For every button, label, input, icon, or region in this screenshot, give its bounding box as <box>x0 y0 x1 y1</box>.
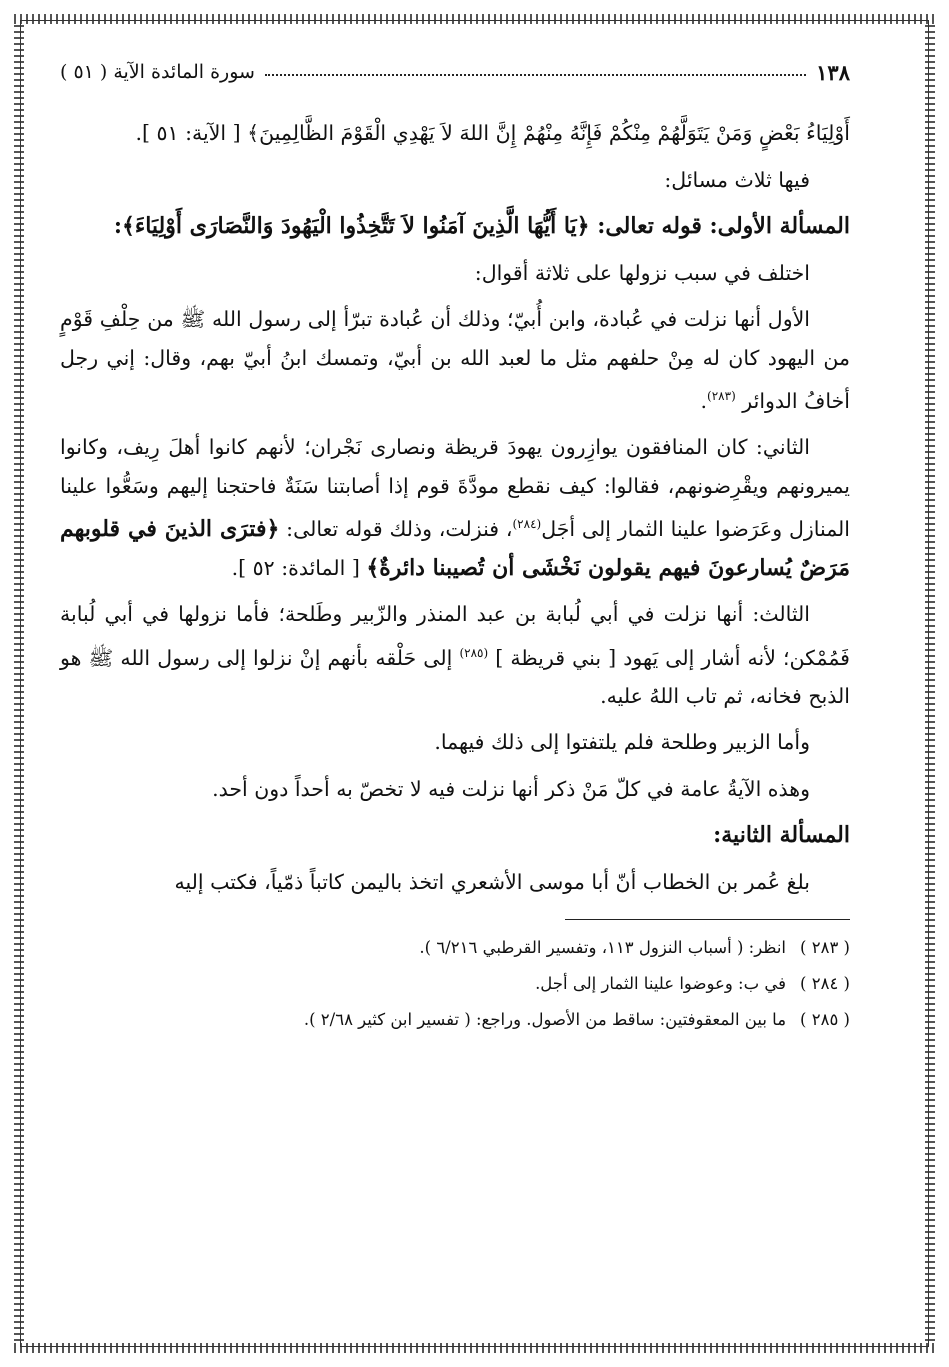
ikhtilaf-line: اختلف في سبب نزولها على ثلاثة أقوال: <box>474 260 810 285</box>
footnote-283: ( ٢٨٣ ) انظر: ( أسباب النزول ١١٣، وتفسير القرطبي ٦/٢١٦ ). <box>419 938 850 958</box>
verse-continuation: أَوْلِيَاءُ بَعْضٍ وَمَنْ يَتَوَلَّهُمْ مِنْكُمْ فَإِنَّهُ مِنْهُمْ إِنَّ اللهَ لاَ يَهْدِي الْقَوْمَ الظَّالِمِينَ﴾ [ الآية: ٥١ ]. <box>135 121 850 145</box>
verse-ref-52: [ المائدة: ٥٢ ]. <box>231 555 360 580</box>
masala1-heading: المسألة الأولى: قوله تعالى: ﴿يَا أَيُّهَا الَّذِينَ آمَنُوا لاَ تَتَّخِذُوا الْيَهُودَ وَالنَّصَارَى أَوْلِيَاءَ﴾: <box>113 213 850 239</box>
page-number: ١٣٨ <box>816 59 850 85</box>
third-opinion: الثالث: أنها نزلت في أبي لُبابة بن عبد المنذر والزّبير وطَلحة؛ فأما نزولها في أبي لُبابة فَمُمْكن؛ لأنه أشار إلى يَهود [ بني قريظة ] $^{(٢٨٥)}$ إلى حَلْقه بأنهم إنْ نزلوا إلى رسول الله ﷺ هو الذبح فخانه، ثم تاب اللهُ عليه. <box>60 602 850 708</box>
footnote-ref-285: (٢٨٥) <box>459 645 489 660</box>
footnote-separator <box>565 919 850 920</box>
page <box>60 52 850 1038</box>
second-opinion: الثاني: كان المنافقون يوازِرون يهودَ قريظة ونصارى نَجْران؛ لأنهم كانوا أهلَ رِيف، وكانوا يميرونهم ويقْرِضونهم، فقالوا: كيف نقطع مودَّةَ قوم إذا أصابتنا سَنَةٌ فاحتجنا إليهم وسَعُّوا علينا المنازل وعَرَضوا علينا الثمار إلى أجَل$^{(٢٨٤)}$، فنزلت، وذلك قوله تعالى: ﴿فترَى الذينَ في قلوبهم مَرَضٌ يُسارعونَ فيهم يقولون نَخْشَى أن تُصيبنا دائرةٌ﴾ [ المائدة: ٥٢ ]. <box>60 435 850 581</box>
zubair-line: وأما الزبير وطلحة فلم يلتفتوا إلى ذلك فيهما. <box>434 730 810 755</box>
running-header <box>60 52 850 92</box>
intro-line: فيها ثلاث مسائل: <box>664 167 810 192</box>
verse-maida-52: ﴿فترَى الذينَ في قلوبهم مَرَضٌ يُسارعونَ فيهم يقولون نَخْشَى أن تُصيبنا دائرةٌ﴾ <box>60 516 850 581</box>
footnotes <box>60 930 850 1038</box>
masala2-heading: المسألة الثانية: <box>713 822 850 849</box>
first-opinion: الأول أنها نزلت في عُبادة، وابن أُبيّ؛ وذلك أن عُبادة تبرّأ إلى رسول الله ﷺ من حِلْفِ قَوْمٍ من اليهود كان له مِنْ حلفهم مثل ما لعبد الله بن أبيّ، وتمسك ابنُ أبيّ بهم، وقال: إني رجل أخافُ الدوائر $^{(٢٨٣)}$. <box>60 307 850 413</box>
header-dot-leader <box>265 74 806 76</box>
main-text <box>60 114 850 901</box>
footnote-ref-283: (٢٨٣) <box>707 389 736 403</box>
header-title: سورة المائدة الآية ( ٥١ ) <box>60 61 255 83</box>
footnote-284: ( ٢٨٤ ) في ب: وعوضوا علينا الثمار إلى أجل. <box>535 974 850 994</box>
umar-line: بلغ عُمر بن الخطاب أنّ أبا موسى الأشعري اتخذ باليمن كاتباً ذمّياً، فكتب إليه <box>174 869 810 894</box>
footnote-ref-284: (٢٨٤) <box>512 517 542 532</box>
general-line: وهذه الآيةُ عامة في كلّ مَنْ ذكر أنها نزلت فيه لا تخصّ به أحداً دون أحد. <box>212 776 810 801</box>
footnote-285: ( ٢٨٥ ) ما بين المعقوفتين: ساقط من الأصول. وراجع: ( تفسير ابن كثير ٢/٦٨ ). <box>303 1010 850 1030</box>
